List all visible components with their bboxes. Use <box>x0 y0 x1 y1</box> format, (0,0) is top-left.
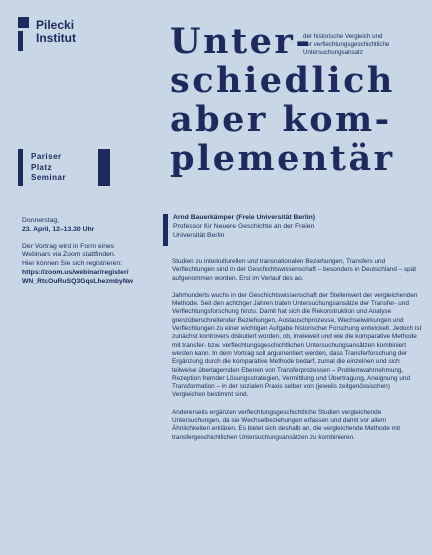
series-label <box>18 149 128 187</box>
speaker-role-line: Universität Berlin <box>173 231 225 239</box>
event-date-time: 23. April, 12–13.30 Uhr <box>22 225 95 233</box>
logo-line-1: Pilecki <box>36 18 75 32</box>
abstract <box>172 258 425 451</box>
subtitle-line: Untersuchungsansatz <box>303 48 363 56</box>
abstract-paragraph: Studien zu interkulturellen und transnationalen Beziehungen, Transfers und Verflechtungen sind in der Geschichtswissenschaft – besonders in Deutschland – spät aufgenommen worden. Erst im Verlauf des ao. <box>172 258 417 282</box>
title-line: Unter- <box>170 21 313 62</box>
logo-mark-icon <box>18 17 29 51</box>
abstract-paragraph: Jahrhunderts wuchs in der Geschichtswissenschaft der Stellenwert der vergleichenden Methode. Seit den achtziger Jahren traten Untersuchungsansätze der Transfer- und Verflechtungsforschung hinzu. Damit hat sich die Rekonstruktion und Analyse grenzüberschreitender Beziehungen, Austauschprozesse, Wechselwirkungen und Verflechtungen zu einer wichtigen Aufgabe historischer Forschung entwickelt. Jedoch ist zunächst kontrovers diskutiert worden, ob, inwieweit und wie die komparative Methode mit transfer- bzw. verflechtungsgeschichtlichen Untersuchungsansätzen kombiniert werden kann. In dem Vortrag soll argumentiert werden, dass Transferforschung der Ergänzung durch die komparative Methode bedarf, zumal die einzelnen und sich teilweise überlagernden Ebenen von Transferprozessen – Problemwahrnehmung, Rezeption fremder Lösungsstrategien, Vermittlung und Übertragung, Aneignung und Transformation – in der sozialen Praxis selber von (jeweils zeitgenössischen) Vergleichen bestimmt sind. <box>172 291 422 399</box>
zoom-note-line: Der Vortrag wird in Form eines <box>22 242 115 250</box>
title-line: plementär <box>170 138 395 179</box>
logo-line-2: Institut <box>36 31 76 45</box>
zoom-note-line: Hier können Sie sich registrieren: <box>22 260 123 268</box>
event-day: Donnerstag, <box>22 217 60 224</box>
series-line: Pariser <box>31 152 62 161</box>
speaker-bar <box>163 214 168 246</box>
subtitle <box>303 33 428 56</box>
series-bar-right <box>98 149 110 186</box>
subtitle-line: der historische Vergleich und <box>303 33 383 40</box>
logo <box>18 15 128 55</box>
title-line: schiedlich <box>170 60 395 101</box>
abstract-paragraph: Andererseits ergänzen verflechtungsgeschichtliche Studien vergleichende Untersuchungen, da sie Wechselbeziehungen erfassen und damit vor allem Ähnlichkeiten erklären. Es bietet sich deshalb an, die vergleichende Methode mit transfergeschichtlichen Untersuchungsansätzen zu kombinieren. <box>172 408 401 441</box>
logo-wordmark <box>36 19 76 45</box>
title-line: aber kom- <box>170 99 392 140</box>
speaker-name: Arnd Bauerkämper (Freie Universität Berlin) <box>173 214 316 221</box>
series-line: Platz <box>31 162 53 172</box>
registration-link-line[interactable]: https://zoom.us/webinar/register/ <box>22 268 129 276</box>
speaker <box>173 214 423 240</box>
registration-link[interactable] <box>22 269 162 287</box>
event-info <box>22 217 162 287</box>
speaker-role-line: Professor für Neuere Geschichte an der Freien <box>173 222 315 230</box>
registration-link-line[interactable]: WN_RtcOuRuSQ3GqsLhezmbyNw <box>22 277 134 285</box>
series-bar-left <box>18 149 23 186</box>
zoom-note-line: Webinars via Zoom stattfinden. <box>22 251 116 259</box>
series-line: Seminar <box>31 173 67 182</box>
subtitle-line: der verflechtungsgeschichtliche <box>303 40 390 48</box>
